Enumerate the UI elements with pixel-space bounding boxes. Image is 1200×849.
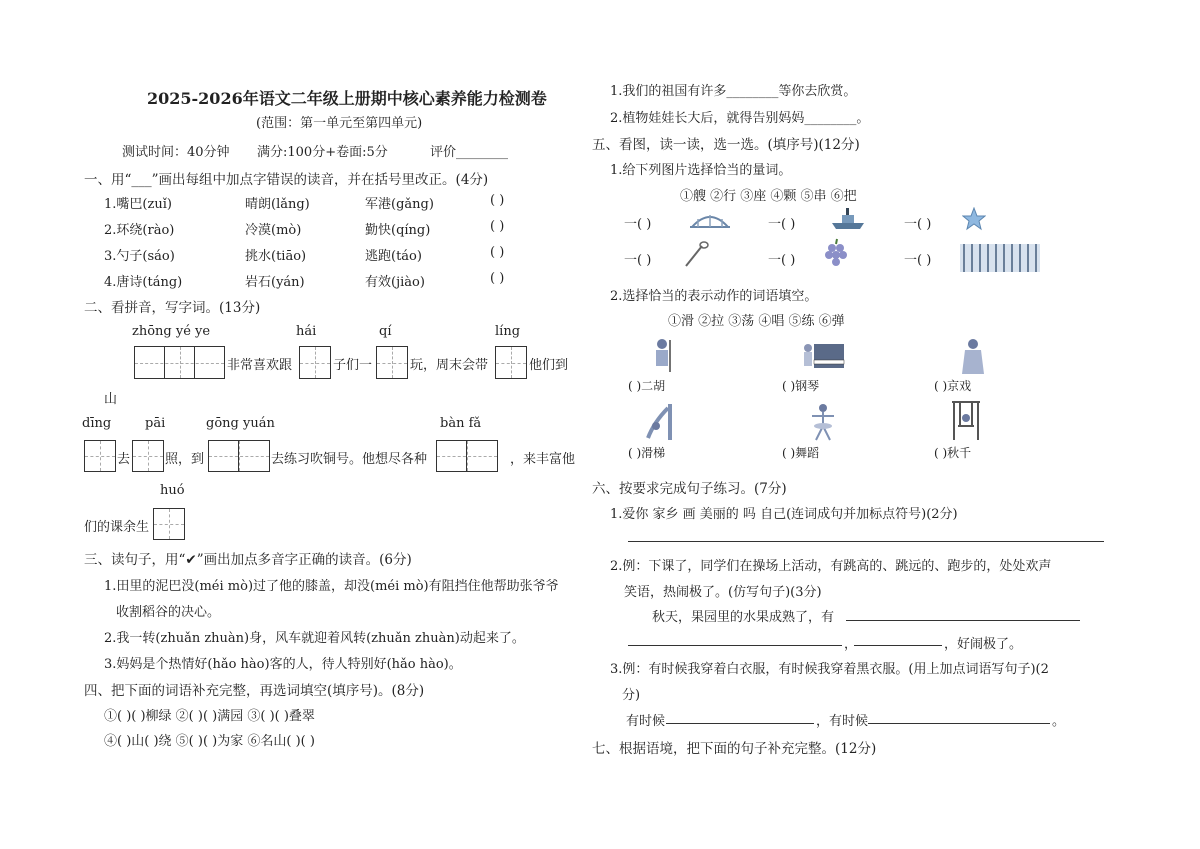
blank[interactable]: 一( ) xyxy=(904,217,932,232)
blank[interactable]: 一( ) xyxy=(624,253,652,268)
star-icon xyxy=(962,207,986,231)
section-6-title: 六、按要求完成句子练习。(7分) xyxy=(592,481,787,497)
s1-cell: 岩石(yán) xyxy=(245,275,305,290)
write-box[interactable] xyxy=(132,440,164,472)
s6-q3c: ，有时候 xyxy=(816,714,869,729)
s1-answer[interactable]: ( ) xyxy=(490,219,505,234)
ship-icon xyxy=(830,205,866,231)
s1-cell: 冷漠(mò) xyxy=(245,223,302,238)
s1-cell: 2.环绕(rào) xyxy=(104,223,175,238)
section-3-title: 三、读句子，用“✔”画出加点多音字正确的读音。(6分) xyxy=(84,552,412,568)
grapes-icon xyxy=(824,238,850,272)
s4-line[interactable]: ④( )山( )绕 ⑤( )( )为家 ⑥名山( )( ) xyxy=(104,734,315,749)
s1-cell: 勤快(qíng) xyxy=(365,223,431,238)
evaluation: 评价________ xyxy=(430,145,509,160)
s6-q2b: 笑语，热闹极了。(仿写句子)(3分) xyxy=(624,585,822,600)
s6-q3c: 。 xyxy=(1052,714,1066,729)
write-box[interactable] xyxy=(376,346,408,379)
text-run: 玩，周末会带 xyxy=(410,358,489,373)
text-run: 去练习吹铜号。他想尽各种 xyxy=(271,452,428,467)
s4-question: 2.植物娃娃长大后，就得告别妈妈________。 xyxy=(610,111,870,126)
s6-q3c: 有时候 xyxy=(626,714,666,729)
pinyin: pāi xyxy=(145,416,166,431)
s4-question: 1.我们的祖国有许多________等你去欣赏。 xyxy=(610,84,857,99)
answer-line[interactable] xyxy=(868,723,1050,724)
comma: ， xyxy=(844,637,858,652)
s1-cell: 4.唐诗(táng) xyxy=(104,275,183,290)
s5-options: ①滑 ②拉 ③荡 ④唱 ⑤练 ⑥弹 xyxy=(668,314,845,329)
write-box-2char[interactable] xyxy=(436,440,498,472)
opera-singer-icon xyxy=(960,336,986,376)
pinyin: gōng yuán xyxy=(206,416,275,431)
section-4-title: 四、把下面的词语补充完整，再选词填空(填序号)。(8分) xyxy=(84,683,425,699)
s1-cell: 军港(gǎng) xyxy=(365,197,434,212)
trees-icon xyxy=(960,238,1040,272)
text-run: 山 xyxy=(104,392,118,407)
s1-cell: 3.勺子(sáo) xyxy=(104,249,175,264)
text-run: 他们到 xyxy=(529,358,569,373)
s1-answer[interactable]: ( ) xyxy=(490,245,505,260)
write-box[interactable] xyxy=(153,508,185,540)
blank[interactable]: 一( ) xyxy=(904,253,932,268)
spoon-icon xyxy=(680,240,710,270)
s5-question: 1.给下列图片选择恰当的量词。 xyxy=(610,163,792,178)
s1-answer[interactable]: ( ) xyxy=(490,271,505,286)
s6-q1: 1.爱你 家乡 画 美丽的 吗 自己(连词成句并加标点符号)(2分) xyxy=(610,507,958,522)
pinyin: huó xyxy=(160,483,185,498)
s3-line: 3.妈妈是个热情好(hǎo hào)客的人，待人特别好(hǎo hào)。 xyxy=(104,657,462,672)
activity-label[interactable]: ( )舞蹈 xyxy=(782,446,820,460)
activity-label[interactable]: ( )秋千 xyxy=(934,446,972,460)
bridge-icon xyxy=(688,207,732,231)
s1-cell: 挑水(tiāo) xyxy=(245,249,307,264)
write-box[interactable] xyxy=(299,346,331,379)
activity-label[interactable]: ( )钢琴 xyxy=(782,379,820,393)
blank[interactable]: 一( ) xyxy=(768,253,796,268)
write-box-2char[interactable] xyxy=(208,440,270,472)
pinyin: qí xyxy=(379,324,392,339)
section-2-title: 二、看拼音，写字词。(13分) xyxy=(84,300,261,316)
activity-label[interactable]: ( )京戏 xyxy=(934,379,972,393)
blank[interactable]: 一( ) xyxy=(768,217,796,232)
section-5-title: 五、看图，读一读，选一选。(填序号)(12分) xyxy=(592,137,860,153)
s4-line[interactable]: ①( )( )柳绿 ②( )( )满园 ③( )( )叠翠 xyxy=(104,709,315,724)
s3-line: 1.田里的泥巴没(méi mò)过了他的膝盖，却没(méi mò)有阻挡住他帮助张爷爷 xyxy=(104,579,559,594)
s3-line: 收割稻谷的决心。 xyxy=(116,605,221,620)
s1-cell: 逃跑(táo) xyxy=(365,249,422,264)
answer-line[interactable] xyxy=(846,620,1080,621)
answer-line[interactable] xyxy=(854,645,942,646)
answer-line[interactable] xyxy=(628,541,1104,542)
text-run: 照，到 xyxy=(165,452,205,467)
exam-scope: (范围：第一单元至第四单元) xyxy=(256,116,423,131)
swing-icon xyxy=(950,400,982,442)
pinyin: dīng xyxy=(82,416,112,431)
full-score: 满分:100分+卷面:5分 xyxy=(257,145,388,160)
test-time: 测试时间：40分钟 xyxy=(122,145,230,160)
answer-line[interactable] xyxy=(666,723,814,724)
answer-line[interactable] xyxy=(628,645,842,646)
write-box-3char[interactable] xyxy=(134,346,225,379)
text-run: 子们一 xyxy=(333,358,373,373)
s6-q2d: ，好闹极了。 xyxy=(944,637,1023,652)
s6-q3b: 分) xyxy=(622,688,641,703)
section-7-title: 七、根据语境，把下面的句子补充完整。(12分) xyxy=(592,741,877,757)
s1-answer[interactable]: ( ) xyxy=(490,193,505,208)
s6-q2a: 2.例：下课了，同学们在操场上活动，有跳高的、跳远的、跑步的，处处欢声 xyxy=(610,559,1052,574)
section-1-title: 一、用“___”画出每组中加点字错误的读音，并在括号里改正。(4分) xyxy=(84,172,489,188)
pinyin: bàn fǎ xyxy=(440,416,482,431)
write-box[interactable] xyxy=(84,440,116,472)
s6-q3a: 3.例：有时候我穿着白衣服，有时候我穿着黑衣服。(用上加点词语写句子)(2 xyxy=(610,662,1049,677)
blank[interactable]: 一( ) xyxy=(624,217,652,232)
activity-label[interactable]: ( )滑梯 xyxy=(628,446,666,460)
s1-cell: 有效(jiào) xyxy=(365,275,425,290)
page-title: 2025-2026年语文二年级上册期中核心素养能力检测卷 xyxy=(147,89,547,108)
pinyin: hái xyxy=(296,324,317,339)
text-run: ，来丰富他 xyxy=(510,452,576,467)
s3-line: 2.我一转(zhuǎn zhuàn)身，风车就迎着风转(zhuǎn zhuàn)动起来了。 xyxy=(104,631,525,646)
piano-player-icon xyxy=(800,336,846,376)
s1-cell: 1.嘴巴(zuǐ) xyxy=(104,197,172,212)
activity-label[interactable]: ( )二胡 xyxy=(628,379,666,393)
s5-options: ①艘 ②行 ③座 ④颗 ⑤串 ⑥把 xyxy=(680,189,857,204)
write-box[interactable] xyxy=(495,346,527,379)
pinyin: líng xyxy=(495,324,521,339)
text-run: 去 xyxy=(117,452,131,467)
text-run: 非常喜欢跟 xyxy=(227,358,293,373)
erhu-player-icon xyxy=(648,336,678,376)
s6-q2c: 秋天，果园里的水果成熟了，有 xyxy=(652,610,835,625)
s5-question: 2.选择恰当的表示动作的词语填空。 xyxy=(610,289,818,304)
dancer-icon xyxy=(808,402,838,442)
slide-icon xyxy=(644,402,678,442)
s1-cell: 晴朗(lǎng) xyxy=(245,197,310,212)
pinyin: zhōng yé ye xyxy=(132,324,211,339)
text-run: 们的课余生 xyxy=(84,520,150,535)
